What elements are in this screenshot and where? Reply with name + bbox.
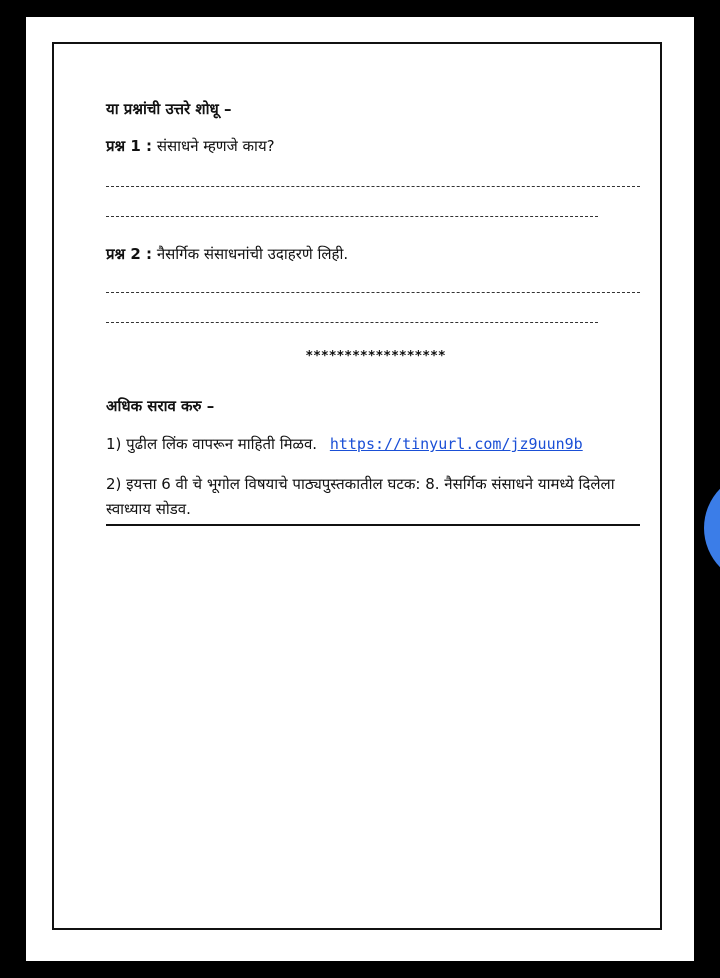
section-separator: ****************** (305, 349, 447, 364)
question-2 (106, 244, 348, 264)
answer-line (106, 322, 598, 323)
section-heading: या प्रश्नांची उत्तरे शोधू – (106, 100, 232, 118)
question-1-label: प्रश्न 1 : (106, 137, 153, 155)
question-2-label: प्रश्न 2 : (106, 245, 153, 263)
answer-line (106, 216, 598, 217)
answer-line (106, 186, 640, 187)
question-1 (106, 136, 275, 156)
practice-item-1 (106, 434, 583, 454)
practice-item-1-text: 1) पुढील लिंक वापरून माहिती मिळव. (106, 435, 318, 453)
question-2-text: नैसर्गिक संसाधनांची उदाहरणे लिही. (156, 245, 349, 263)
question-1-text: संसाधने म्हणजे काय? (156, 137, 275, 155)
worksheet-page (26, 17, 694, 961)
answer-line (106, 292, 640, 293)
practice-item-2: 2) इयत्ता 6 वी चे भूगोल विषयाचे पाठ्यपुस्तकातील घटक: 8. नैसर्गिक संसाधने यामध्ये दिलेला स्वाध्याय सोडव. (106, 475, 615, 518)
bottom-rule (106, 524, 640, 526)
page-border (52, 42, 662, 930)
resource-link[interactable]: https://tinyurl.com/jz9uun9b (329, 435, 583, 453)
side-tab[interactable] (704, 472, 720, 584)
practice-heading: अधिक सराव करु – (106, 397, 215, 415)
